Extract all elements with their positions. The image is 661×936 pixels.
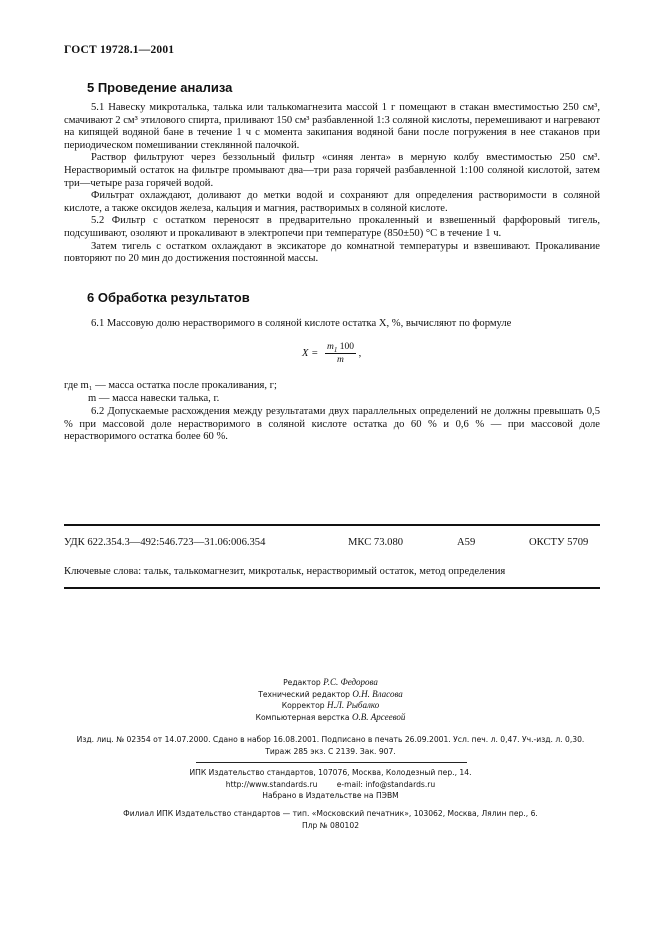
paragraph-5-2-cooling: Затем тигель с остатком охлаждают в эксикаторе до комнатной температуры и взвешивают. Прокаливание повторяют по 20 мин до достижения постоянной массы. [64,240,600,265]
legend-m1: где m₁ — масса остатка после прокаливания, г; [64,380,277,391]
paragraph-5-1: 5.1 Навеску микроталька, талька или талькомагнезита массой 1 г помещают в стакан вместимостью 250 см³, смачивают 2 см³ этилового спирта, приливают 150 см³ разбавленной 1:3 соляной кислоты, перемешивают и нагревают на кипящей водяной бане в течение 1 ч с момента закипания водяной бани после погружения в нее стаканов при периодическом помешивании стеклянной палочкой. [64,102,600,151]
typeset-note: Набрано в Издательстве на ПЭВМ [262,791,399,801]
udk-code: УДК 622.354.3—492:546.723—31.06:006.354 [64,537,266,548]
divider-rule [64,524,600,526]
formula-num-sub: 1 [333,345,338,354]
formula-fraction [325,342,356,365]
paragraph-5-1-filtrate: Фильтрат охлаждают, доливают до метки водой и сохраняют для определения растворимости в соляной кислоте, а также оксидов железа, кальция и магния, растворимых в соляной кислоте. [64,190,600,214]
formula-num-var: m [326,342,334,352]
credit-tech-editor: Технический редактор О.Н. Власова [258,688,403,699]
plr-number: Плр № 080102 [301,820,360,830]
formula-denominator: m [337,355,344,365]
formula-legend [64,380,600,405]
formula-num-const: 100 [339,342,354,352]
section-6-title: 6 Обработка результатов [87,290,250,305]
publisher-info [0,767,661,802]
paragraph-6-2: 6.2 Допускаемые расхождения между результатами двух параллельных определений не должны превышать 0,5 % при массовой доле нерастворимого в соляной кислоте остатка до 60 % и 0,6 % — при массовой доле нерастворимого остатка более 60 %. [64,406,600,443]
publisher-contacts [0,779,661,791]
branch-info [0,808,661,831]
formula [302,342,361,365]
paragraph-5-1-filter: Раствор фильтруют через беззольный фильтр «синяя лента» в мерную колбу вместимостью 250 см³. Нерастворимый остаток на фильтре промывают два—три раза горячей разбавленной 1:100 соляной кислотой, затем три—четыре раза горячей водой. [64,152,600,189]
paragraph-6-2-container [64,406,600,444]
formula-numerator [325,342,356,354]
class-code: А59 [457,537,476,548]
legend-m: m — масса навески талька, г. [88,392,220,404]
keywords: Ключевые слова: тальк, талькомагнезит, микротальк, нерастворимый остаток, метод определения [64,566,506,577]
okstu-code: ОКСТУ 5709 [529,537,589,548]
publication-line-1: Изд. лиц. № 02354 от 14.07.2000. Сдано в набор 16.08.2001. Подписано в печать 26.09.2001. Усл. печ. л. 0,47. Уч.-изд. л. 0,30. [76,735,585,744]
credit-editor: Редактор Р.С. Федорова [283,677,378,687]
paragraph-5-2: 5.2 Фильтр с остатком переносят в предварительно прокаленный и взвешенный фарфоровый тигель, подсушивают, озоляют и прокаливают в электропечи при температуре (850±50) °С в течение 1 ч. [64,215,600,239]
divider-rule-bottom [64,587,600,589]
publication-line-2: Тираж 285 экз. С 2139. Зак. 907. [265,746,396,756]
formula-tail: , [358,347,362,359]
credit-layout: Компьютерная верстка О.В. Арсеевой [255,712,406,723]
section-5-body [64,102,600,266]
standard-id: ГОСТ 19728.1—2001 [64,44,175,56]
publisher-website-link[interactable]: http://www.standards.ru [225,779,318,789]
publisher-email: e-mail: info@standards.ru [336,779,436,789]
publisher-address: ИПК Издательство стандартов, 107076, Москва, Колодезный пер., 14. [189,768,472,777]
section-5-title: 5 Проведение анализа [87,80,233,95]
mks-code: МКС 73.080 [348,537,404,548]
formula-lhs: X = [302,347,319,359]
credit-corrector: Корректор Н.Л. Рыбалко [281,700,380,711]
paragraph-6-1: 6.1 Массовую долю нерастворимого в соляной кислоте остатка X, %, вычисляют по формуле [91,318,512,329]
credits [0,677,661,724]
imprint-divider [196,762,467,763]
branch-address: Филиал ИПК Издательство стандартов — тип. «Московский печатник», 103062, Москва, Лялин пер., 6. [123,809,538,818]
paragraph-6-1-container [64,318,600,331]
publication-info [0,734,661,757]
